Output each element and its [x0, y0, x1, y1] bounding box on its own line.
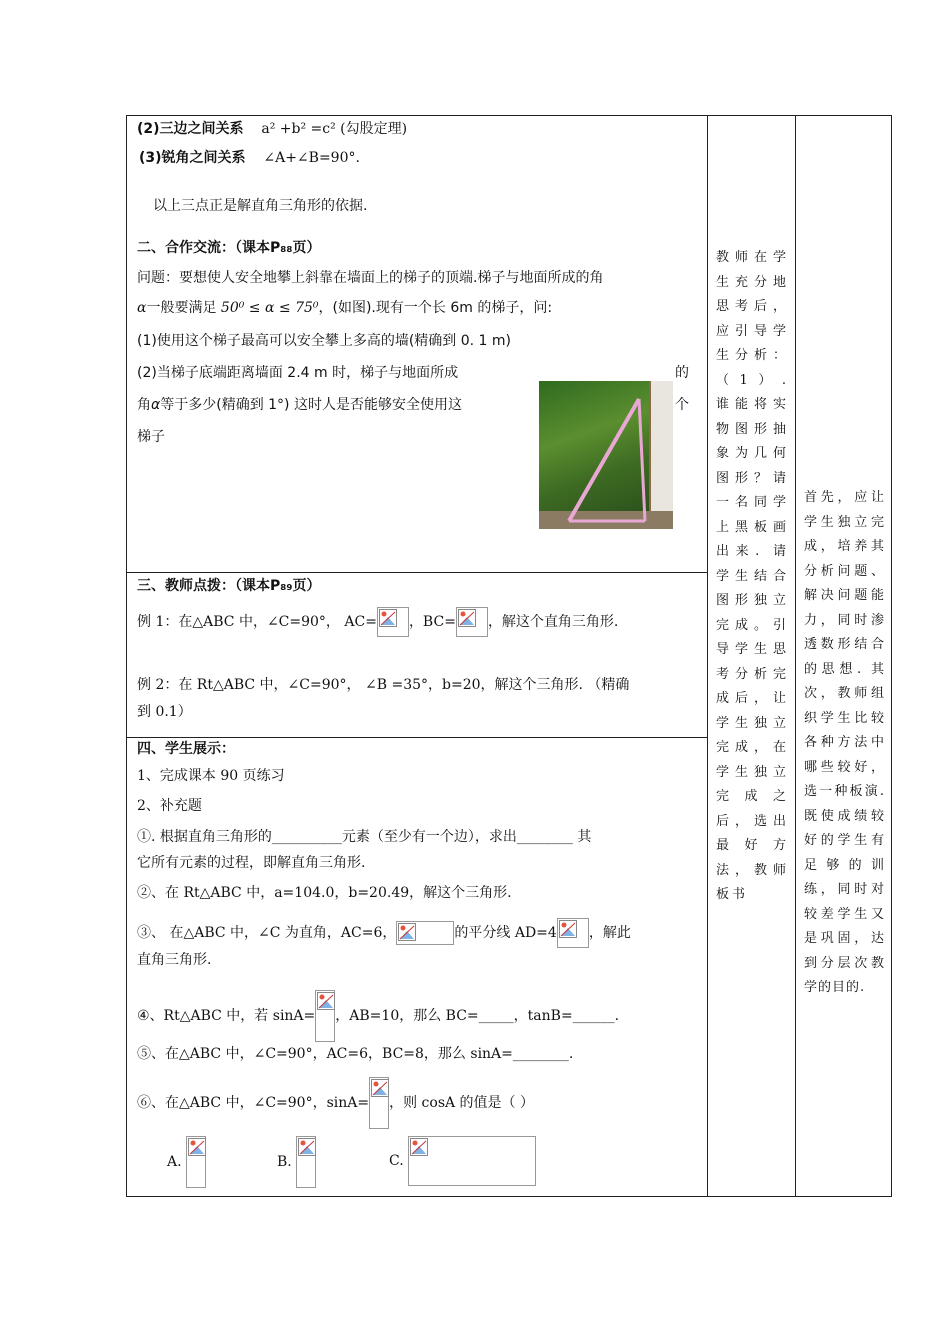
- problem-6: [137, 1077, 534, 1129]
- section-cell-3: [127, 573, 708, 738]
- option-b: [277, 1136, 316, 1188]
- section4-heading: 四、学生展示：: [137, 741, 235, 757]
- question-1: (1)使用这个梯子最高可以安全攀上多高的墙(精确到 0. 1 m): [137, 333, 512, 349]
- problem-6-b: ，则 cosA 的值是（ ）: [389, 1095, 535, 1111]
- question-2-tail-2: 个: [675, 397, 689, 413]
- item-2: 2、补充题: [137, 798, 202, 814]
- section-4: [127, 738, 707, 1196]
- angles-relation-label: (3)锐角之间关系: [139, 150, 246, 166]
- problem-3-a: ③、 在△ABC 中，∠C 为直角，AC=6，: [137, 925, 397, 941]
- teacher-guidance: [708, 116, 795, 1196]
- section-1-2: [127, 116, 707, 572]
- question-2-line-2b: 等于多少(精确到 1°) 这时人是否能够安全使用这: [160, 397, 462, 413]
- broken-image-icon: [396, 921, 454, 945]
- example-1-a: 例 1：在△ABC 中，∠C=90°， AC=: [137, 614, 377, 630]
- sides-relation-label: (2)三边之间关系: [137, 121, 244, 137]
- angles-relation-line: [139, 148, 360, 168]
- problem-4-b: ，AB=10，那么 BC=_____，tanB=______.: [335, 1008, 620, 1024]
- problem-line-1: 问题：要想使人安全地攀上斜靠在墙面上的梯子的顶端.梯子与地面所成的角: [137, 270, 604, 286]
- angles-relation-formula: ∠A+∠B=90°.: [263, 150, 360, 166]
- broken-image-icon: [315, 990, 335, 1042]
- question-2-tail-1: 的: [675, 365, 689, 381]
- option-a-label: A.: [167, 1154, 182, 1170]
- question-2-line-3: 梯子: [137, 429, 165, 445]
- ladder-photo: [539, 381, 673, 529]
- problem-4-a: ④、Rt△ABC 中，若 sinA=: [137, 1008, 316, 1024]
- problem-1-line-1: ①. 根据直角三角形的__________元素（至少有一个边），求出________ 其: [137, 829, 592, 845]
- problem-3-b: 的平分线 AD=4: [454, 925, 557, 941]
- ladder-drawing: [539, 381, 673, 529]
- design-goal-cell: [796, 116, 892, 1197]
- problem-4: [137, 990, 619, 1042]
- item-1: 1、完成课本 90 页练习: [137, 768, 285, 784]
- example-1: [137, 607, 618, 637]
- problem-line-2b: ，(如图).现有一个长 6m 的梯子，问:: [318, 300, 553, 316]
- broken-image-icon: [296, 1136, 316, 1188]
- example-1-b: ，BC=: [408, 614, 456, 630]
- sides-relation-line: [137, 119, 407, 139]
- problem-1-line-2: 它所有元素的过程，即解直角三角形.: [137, 855, 366, 871]
- angle-inequality: 50⁰ ≤ α ≤ 75⁰: [220, 300, 319, 316]
- example-2-line-1: 例 2：在 Rt△ABC 中，∠C=90°， ∠B =35°，b=20，解这个三角形. （精确: [137, 677, 630, 693]
- problem-2: ②、在 Rt△ABC 中，a=104.0，b=20.49，解这个三角形.: [137, 885, 512, 901]
- option-a: [167, 1136, 206, 1188]
- example-1-c: ，解这个直角三角形.: [487, 614, 619, 630]
- teacher-guidance-text: 教师在学生充分地思考后，应引导学生分析：（1）. 谁能将实物图形抽象为几何图形？请一名同学上黑板画出来. 请学生结合图形独立完成。引导学生思考分析完成后，让学生独立完成，在学生独立完成之后，选出最好方法，教师板书: [716, 250, 789, 902]
- question-2-line-2: [137, 395, 462, 415]
- broken-image-icon: [377, 607, 409, 637]
- teacher-guidance-cell: [708, 116, 796, 1197]
- broken-image-icon: [186, 1136, 206, 1188]
- section3-heading: 三、教师点拨：（课本P₈₉页）: [137, 578, 321, 594]
- problem-line-2: [137, 298, 552, 318]
- problem-5: ⑤、在△ABC 中，∠C=90°，AC=6，BC=8，那么 sinA=________.: [137, 1046, 574, 1062]
- problem-6-a: ⑥、在△ABC 中，∠C=90°，sinA=: [137, 1095, 370, 1111]
- design-goal: [796, 116, 891, 1196]
- broken-image-icon: [456, 607, 488, 637]
- section-3: [127, 573, 707, 737]
- problem-3-line-2: 直角三角形.: [137, 952, 212, 968]
- alpha-symbol-2: α: [151, 397, 161, 413]
- section-cell-4: [127, 738, 708, 1197]
- option-c: [389, 1136, 536, 1186]
- broken-image-icon: [557, 918, 589, 948]
- section2-heading: 二、合作交流：（课本P₈₈页）: [137, 240, 321, 256]
- problem-line-2a: 一般要满足: [146, 300, 217, 316]
- design-goal-text: 首先，应让学生独立完成，培养其分析问题、解决问题能力，同时渗透数形结合的思想. 其次，教师组织学生比较各种方法中哪些较好，选一种板演. 既使成绩较好的学生有足够的训练，同时对较差学生又是巩固，达到分层次教学的目的.: [804, 490, 885, 995]
- option-b-label: B.: [277, 1154, 292, 1170]
- problem-3-line-1: [137, 918, 631, 948]
- section-cell-1-2: [127, 116, 708, 573]
- problem-3-c: ，解此: [588, 925, 631, 941]
- summary-text: 以上三点正是解直角三角形的依据.: [153, 198, 368, 214]
- question-2-line-2a: 角: [137, 397, 151, 413]
- option-c-label: C.: [389, 1153, 404, 1169]
- lesson-table: [126, 115, 892, 1197]
- question-2-line-1: (2)当梯子底端距离墙面 2.4 m 时，梯子与地面所成: [137, 365, 459, 381]
- example-2-line-2: 到 0.1）: [137, 704, 192, 720]
- broken-image-icon: [369, 1077, 389, 1129]
- alpha-symbol: α: [137, 300, 147, 316]
- sides-relation-formula: a² +b² =c² (勾股定理): [261, 121, 408, 137]
- broken-image-icon: [408, 1136, 536, 1186]
